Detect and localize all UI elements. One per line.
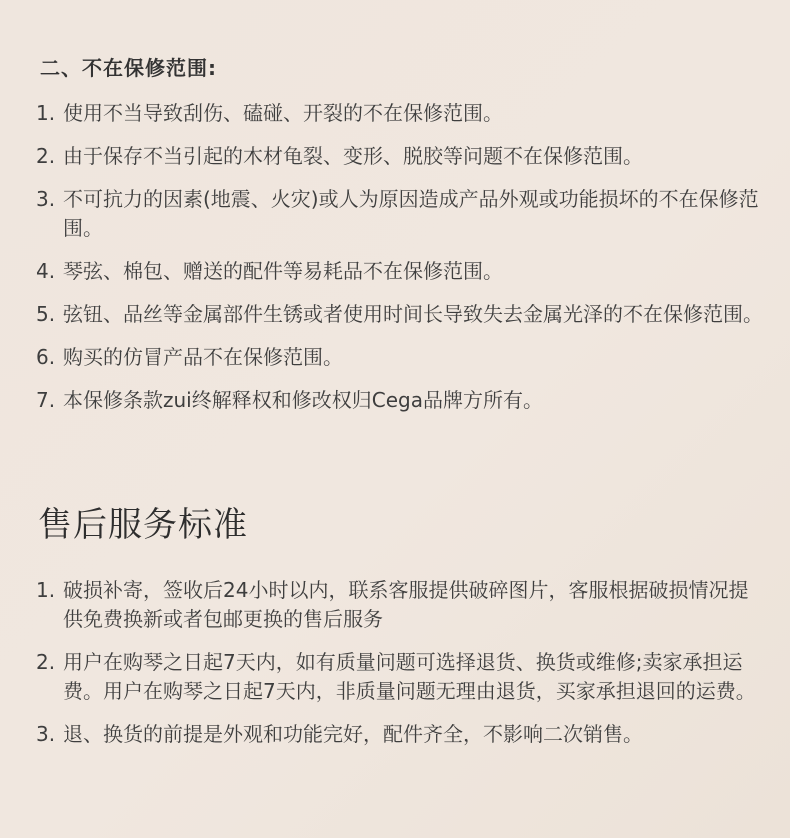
- item-number: 3.: [36, 187, 56, 211]
- list-item: [36, 386, 766, 415]
- item-text: 不可抗力的因素(地震、火灾)或人为原因造成产品外观或功能损坏的不在保修范围。: [63, 187, 759, 240]
- list-item: [36, 576, 766, 634]
- list-item: [36, 343, 766, 372]
- item-text: 退、换货的前提是外观和功能完好，配件齐全，不影响二次销售。: [63, 722, 643, 746]
- item-number: 2.: [36, 144, 56, 168]
- section-spacer: [36, 429, 766, 497]
- section-heading-after-sales: 售后服务标准: [38, 505, 248, 545]
- item-text: 由于保存不当引起的木材龟裂、变形、脱胶等问题不在保修范围。: [63, 144, 643, 168]
- item-number: 5.: [36, 302, 56, 326]
- item-number: 3.: [36, 722, 56, 746]
- list-item: [36, 185, 766, 243]
- list-item: [36, 142, 766, 171]
- item-text: 用户在购琴之日起7天内，如有质量问题可选择退货、换货或维修;卖家承担运费。用户在购琴之日起7天内，非质量问题无理由退货，买家承担退回的运费。: [63, 650, 756, 703]
- list-item: [36, 300, 766, 329]
- item-text: 使用不当导致刮伤、磕碰、开裂的不在保修范围。: [63, 101, 503, 125]
- list-item: [36, 257, 766, 286]
- after-sales-list: [36, 576, 766, 749]
- item-number: 7.: [36, 388, 56, 412]
- not-covered-list: [36, 99, 766, 415]
- item-text: 琴弦、棉包、赠送的配件等易耗品不在保修范围。: [63, 259, 503, 283]
- item-text: 弦钮、品丝等金属部件生锈或者使用时间长导致失去金属光泽的不在保修范围。: [63, 302, 763, 326]
- item-number: 2.: [36, 650, 56, 674]
- section-heading-not-covered: 二、不在保修范围:: [40, 56, 217, 80]
- item-number: 1.: [36, 578, 56, 602]
- item-text: 破损补寄，签收后24小时以内，联系客服提供破碎图片，客服根据破损情况提供免费换新或者包邮更换的售后服务: [63, 578, 749, 631]
- list-item: [36, 648, 766, 706]
- list-item: [36, 720, 766, 749]
- item-number: 6.: [36, 345, 56, 369]
- heading-spacer: [36, 546, 766, 576]
- item-text: 本保修条款zui终解释权和修改权归Cega品牌方所有。: [63, 388, 543, 412]
- list-item: [36, 99, 766, 128]
- item-text: 购买的仿冒产品不在保修范围。: [63, 345, 343, 369]
- item-number: 4.: [36, 259, 56, 283]
- item-number: 1.: [36, 101, 56, 125]
- warranty-document: [36, 52, 766, 763]
